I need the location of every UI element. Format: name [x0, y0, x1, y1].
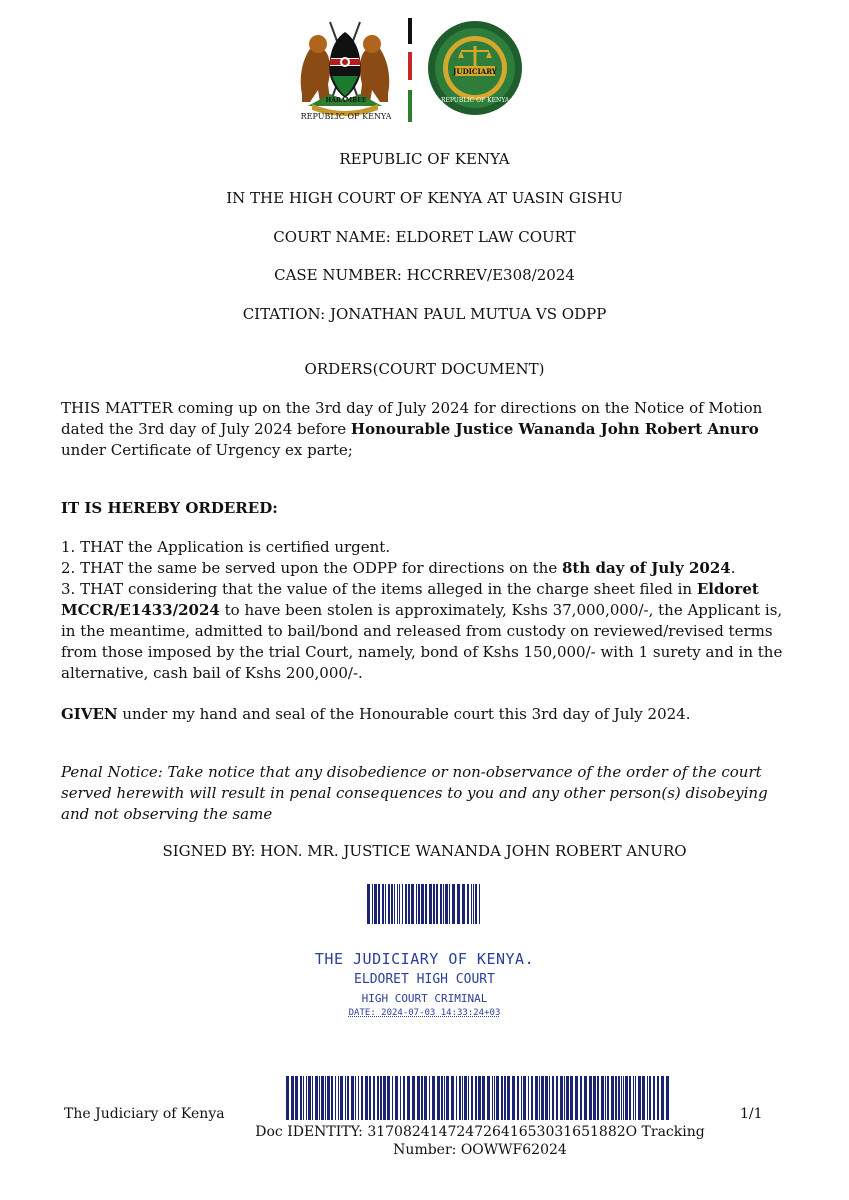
barcode-bar: [429, 1076, 430, 1120]
barcode-bar: [325, 1076, 326, 1120]
barcode-bar: [387, 1076, 390, 1120]
penal-notice: Penal Notice: Take notice that any disobedience or non-observance of the order of the court served herewith will result in penal consequences to you and any other person(s) disobeying and not observing the same: [61, 763, 768, 823]
barcode-bar: [625, 1076, 628, 1120]
flag-divider-green: [408, 90, 412, 122]
barcode-bar: [541, 1076, 544, 1120]
order-2-date: 8th day of July 2024: [561, 559, 731, 577]
orders-list: [61, 537, 791, 684]
kenya-coat-of-arms: [290, 14, 400, 124]
barcode-bar: [295, 1076, 298, 1120]
intro-paragraph: [61, 398, 791, 461]
barcode-bar: [388, 884, 390, 924]
barcode-bar: [452, 884, 455, 924]
judge-name: Honourable Justice Wananda John Robert Anuro: [350, 420, 759, 438]
barcode-bar: [566, 1076, 569, 1120]
barcode-bar: [482, 1076, 485, 1120]
barcode-bar: [464, 1076, 467, 1120]
barcode-bar: [412, 1076, 415, 1120]
barcode-bar: [421, 1076, 423, 1120]
barcode-bar: [377, 1076, 379, 1120]
barcode-bar: [378, 884, 380, 924]
order-2: [61, 558, 791, 579]
barcode-bar: [523, 1076, 526, 1120]
barcode-bar: [369, 1076, 371, 1120]
barcode-bar: [392, 1076, 393, 1120]
stamp-line-1: THE JUDICIARY OF KENYA.: [314, 950, 535, 968]
court-name: COURT NAME: ELDORET LAW COURT: [273, 228, 576, 246]
republic-heading: REPUBLIC OF KENYA: [339, 150, 510, 168]
barcode-bar: [649, 1076, 651, 1120]
barcode-bar: [661, 1076, 664, 1120]
barcode-bar: [400, 1076, 401, 1120]
barcode-bar: [517, 1076, 519, 1120]
order-3: [61, 579, 791, 684]
barcode-bar: [331, 1076, 333, 1120]
barcode-bar: [351, 1076, 354, 1120]
barcode-bar: [492, 1076, 493, 1120]
barcode-bar: [475, 1076, 477, 1120]
citation: CITATION: JONATHAN PAUL MUTUA VS ODPP: [242, 305, 607, 323]
barcode-bar: [340, 1076, 343, 1120]
barcode-bar: [291, 1076, 294, 1120]
barcode-bar: [564, 1076, 565, 1120]
barcode-bar: [300, 1076, 302, 1120]
barcode-bar: [286, 1076, 289, 1120]
barcode-bar: [556, 1076, 558, 1120]
barcode-bar: [446, 1076, 449, 1120]
emblem-caption: REPUBLIC OF KENYA: [300, 112, 392, 121]
stamp-barcode: [367, 884, 483, 924]
barcode-bar: [312, 1076, 313, 1120]
barcode-bar: [552, 1076, 554, 1120]
barcode-bar: [385, 884, 386, 924]
barcode-bar: [473, 884, 474, 924]
barcode-bar: [327, 1076, 330, 1120]
stamp-line-3: HIGH COURT CRIMINAL: [361, 992, 488, 1005]
barcode-bar: [382, 884, 384, 924]
barcode-bar: [504, 1076, 506, 1120]
barcode-bar: [468, 1076, 469, 1120]
barcode-bar: [403, 1076, 405, 1120]
barcode-bar: [437, 1076, 440, 1120]
barcode-bar: [345, 1076, 346, 1120]
barcode-bar: [611, 1076, 614, 1120]
barcode-bar: [449, 884, 450, 924]
barcode-bar: [408, 884, 410, 924]
given-paragraph: [61, 704, 791, 725]
barcode-bar: [347, 1076, 349, 1120]
barcode-bar: [597, 1076, 599, 1120]
barcode-bar: [440, 884, 442, 924]
barcode-bar: [589, 1076, 592, 1120]
doc-identity: Doc IDENTITY: 31708241472472641653031651882O Tracking: [255, 1124, 705, 1140]
barcode-bar: [315, 1076, 318, 1120]
barcode-bar: [338, 1076, 339, 1120]
court-heading: IN THE HIGH COURT OF KENYA AT UASIN GISHU: [226, 189, 623, 207]
barcode-bar: [397, 884, 398, 924]
given-text: under my hand and seal of the Honourable court this 3rd day of July 2024.: [117, 705, 691, 723]
barcode-bar: [308, 1076, 311, 1120]
barcode-bar: [380, 1076, 382, 1120]
barcode-bar: [451, 1076, 454, 1120]
barcode-bar: [575, 1076, 578, 1120]
barcode-bar: [365, 1076, 368, 1120]
barcode-bar: [429, 884, 432, 924]
tracking-number: Number: OOWWF62024: [393, 1142, 567, 1158]
barcode-bar: [657, 1076, 659, 1120]
barcode-bar: [462, 1076, 463, 1120]
barcode-bar: [319, 1076, 320, 1120]
barcode-bar: [411, 884, 414, 924]
signed-by: SIGNED BY: HON. MR. JUSTICE WANANDA JOHN ROBERT ANURO: [162, 842, 687, 860]
barcode-bar: [421, 884, 424, 924]
barcode-bar: [528, 1076, 529, 1120]
barcode-bar: [501, 1076, 503, 1120]
order-3-text: 3. THAT considering that the value of the items alleged in the charge sheet filed in: [61, 580, 697, 598]
barcode-bar: [479, 884, 480, 924]
barcode-bar: [633, 1076, 634, 1120]
barcode-bar: [621, 1076, 622, 1120]
barcode-bar: [436, 884, 438, 924]
barcode-bar: [570, 1076, 573, 1120]
barcode-bar: [367, 884, 370, 924]
barcode-bar: [417, 1076, 420, 1120]
seal-bottom-text: REPUBLIC OF KENYA: [440, 97, 510, 104]
document-type: ORDERS(COURT DOCUMENT): [304, 360, 545, 378]
footer-left: The Judiciary of Kenya: [64, 1106, 225, 1122]
barcode-bar: [355, 1076, 356, 1120]
barcode-bar: [539, 1076, 540, 1120]
barcode-bar: [402, 884, 403, 924]
stamp-line-4: DATE: 2024-07-03 14:33:24+03: [348, 1008, 501, 1018]
barcode-bar: [607, 1076, 609, 1120]
order-3-case: Eldoret MCCR/E1433/2024: [61, 580, 759, 619]
barcode-bar: [441, 1076, 443, 1120]
intro-text-end: under Certificate of Urgency ex parte;: [61, 441, 353, 459]
barcode-bar: [457, 884, 460, 924]
barcode-bar: [494, 1076, 495, 1120]
barcode-bar: [432, 1076, 435, 1120]
barcode-bar: [471, 1076, 473, 1120]
barcode-bar: [623, 1076, 624, 1120]
order-3-end: to have been stolen is approximately, Kshs 37,000,000/-, the Applicant is, in the meantime, admitted to bail/bond and released from custody on reviewed/revised terms from those imposed by the trial Court, namely, bond of Kshs 150,000/- with 1 surety and in the alternative, cash bail of Kshs 200,000/-.: [61, 601, 783, 682]
barcode-bar: [666, 1076, 669, 1120]
footer-barcode: [286, 1076, 670, 1120]
barcode-bar: [399, 884, 400, 924]
barcode-bar: [433, 884, 435, 924]
barcode-bar: [425, 884, 427, 924]
barcode-bar: [605, 1076, 606, 1120]
barcode-bar: [456, 1076, 457, 1120]
barcode-bar: [507, 1076, 510, 1120]
barcode-bar: [601, 1076, 604, 1120]
ordered-heading-text: IT IS HEREBY ORDERED:: [61, 499, 278, 517]
barcode-bar: [459, 1076, 461, 1120]
page-number: 1/1: [740, 1106, 763, 1122]
emblem-motto: HARAMBEE: [325, 97, 367, 104]
barcode-bar: [416, 884, 417, 924]
barcode-bar: [303, 1076, 304, 1120]
given-bold: GIVEN: [61, 705, 118, 723]
barcode-bar: [615, 1076, 617, 1120]
barcode-bar: [335, 1076, 336, 1120]
barcode-bar: [580, 1076, 582, 1120]
flag-divider-black: [408, 18, 412, 44]
barcode-bar: [560, 1076, 563, 1120]
barcode-bar: [418, 884, 420, 924]
barcode-bar: [405, 884, 407, 924]
barcode-bar: [471, 884, 472, 924]
barcode-bar: [535, 1076, 538, 1120]
barcode-bar: [391, 884, 393, 924]
barcode-bar: [374, 884, 377, 924]
barcode-bar: [584, 1076, 587, 1120]
barcode-bar: [635, 1076, 636, 1120]
barcode-bar: [443, 884, 444, 924]
barcode-bar: [395, 1076, 398, 1120]
barcode-bar: [487, 1076, 490, 1120]
barcode-bar: [475, 884, 477, 924]
order-2-text: 2. THAT the same be served upon the ODPP for directions on the: [61, 559, 562, 577]
barcode-bar: [521, 1076, 522, 1120]
barcode-bar: [306, 1076, 307, 1120]
barcode-bar: [361, 1076, 363, 1120]
barcode-bar: [444, 1076, 445, 1120]
barcode-bar: [358, 1076, 359, 1120]
barcode-bar: [496, 1076, 499, 1120]
order-1: 1. THAT the Application is certified urgent.: [61, 538, 391, 556]
barcode-bar: [531, 1076, 533, 1120]
stamp-line-2: ELDORET HIGH COURT: [354, 972, 495, 987]
seal-top-text: JUDICIARY: [453, 67, 497, 76]
flag-divider-red: [408, 52, 412, 80]
barcode-bar: [512, 1076, 515, 1120]
barcode-bar: [647, 1076, 648, 1120]
intro-text: THIS MATTER coming up on the 3rd day of July 2024 for directions on the Notice of Motion dated the 3rd day of July 2024 before: [61, 399, 763, 438]
barcode-bar: [373, 1076, 375, 1120]
barcode-bar: [629, 1076, 631, 1120]
ordered-heading: [61, 498, 791, 519]
barcode-bar: [394, 884, 395, 924]
barcode-bar: [462, 884, 465, 924]
barcode-bar: [478, 1076, 481, 1120]
order-2-end: .: [730, 559, 736, 577]
barcode-bar: [638, 1076, 641, 1120]
barcode-bar: [424, 1076, 427, 1120]
barcode-bar: [653, 1076, 655, 1120]
barcode-bar: [618, 1076, 620, 1120]
barcode-bar: [642, 1076, 645, 1120]
barcode-bar: [383, 1076, 386, 1120]
barcode-bar: [321, 1076, 324, 1120]
barcode-bar: [545, 1076, 548, 1120]
barcode-bar: [445, 884, 448, 924]
barcode-bar: [593, 1076, 596, 1120]
barcode-bar: [549, 1076, 550, 1120]
barcode-bar: [372, 884, 373, 924]
barcode-bar: [407, 1076, 410, 1120]
barcode-bar: [467, 884, 469, 924]
case-number: CASE NUMBER: HCCRREV/E308/2024: [274, 266, 575, 284]
